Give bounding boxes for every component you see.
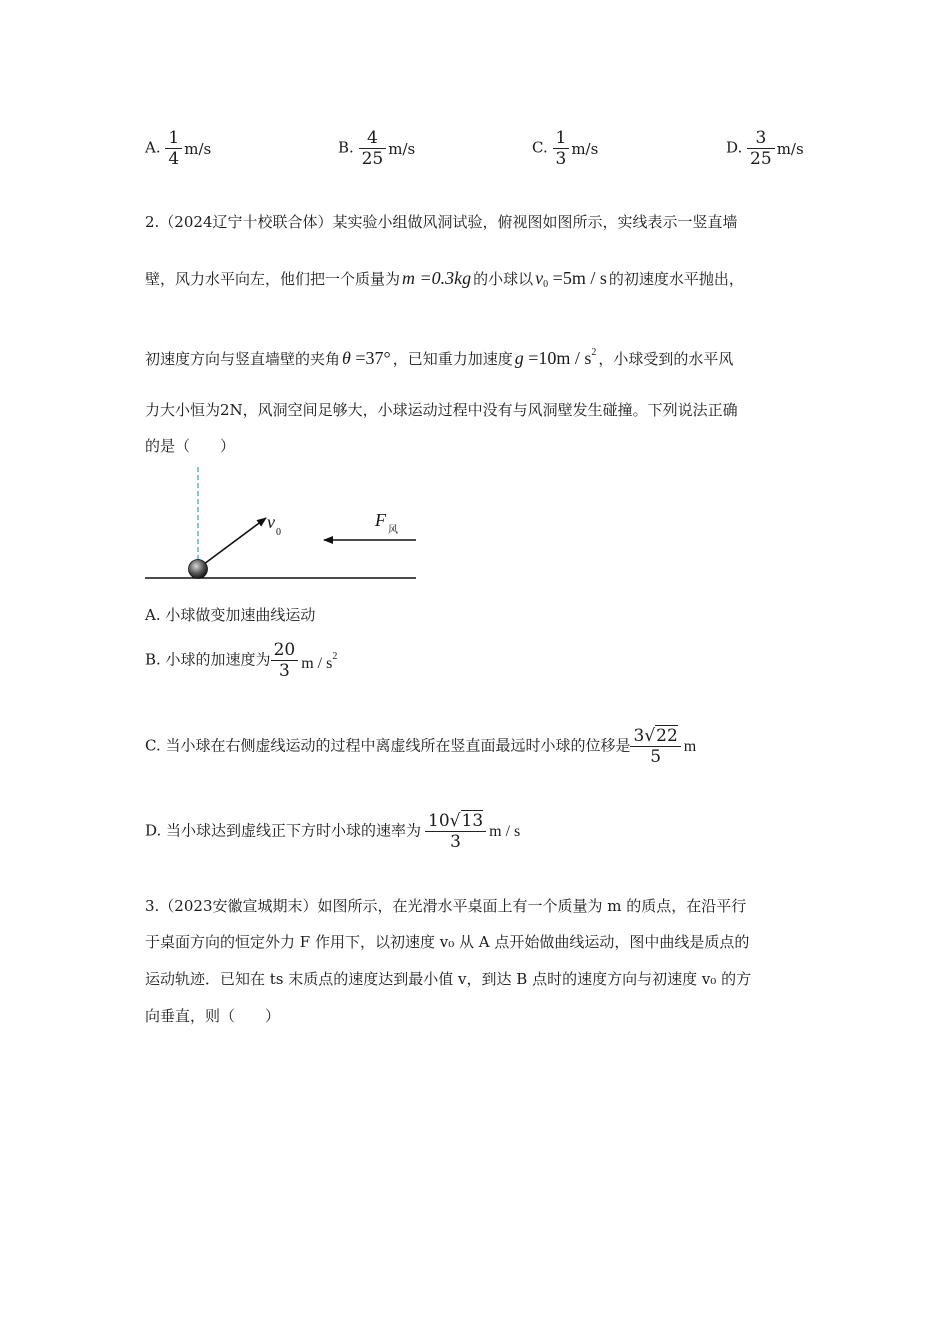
fraction: $\frac{3}{25}$ xyxy=(747,128,775,169)
ball xyxy=(189,560,208,579)
wind-tunnel-figure xyxy=(140,465,430,590)
fraction: $\frac{3√22}{5}$ xyxy=(630,726,680,767)
fraction: $\frac{1}{4}$ xyxy=(165,128,182,169)
v0-expression: $v_0 =5m / s$ xyxy=(535,268,607,290)
q2-line-2: 壁，风力水平向左，他们把一个质量为 m =0.3kg 的小球以 $v_0 =5m / s$ 的初速度水平抛出， xyxy=(145,268,744,290)
q2-line-4: 力大小恒为2N，风洞空间足够大，小球运动过程中没有与风洞壁发生碰撞。下列说法正确 xyxy=(145,401,738,419)
q1-option-a: A. $\frac{1}{4}$ m/s xyxy=(145,128,212,169)
q3-line-2: 于桌面方向的恒定外力 F 作用下，以初速度 v₀ 从 A 点开始做曲线运动，图中曲线是质点的 xyxy=(145,933,750,951)
F-label: F xyxy=(375,510,386,530)
q1-option-b: B. $\frac{4}{25}$ m/s xyxy=(338,128,416,169)
q2-line-5: 的是（ ） xyxy=(145,437,236,455)
q1-option-c: C. $\frac{1}{3}$ m/s xyxy=(532,128,599,169)
option-label: B. xyxy=(338,138,354,157)
q2-option-b: B. 小球的加速度为 $\frac{20}{3}$ m / $s^2$ xyxy=(145,640,338,681)
v0-label: v xyxy=(267,512,275,532)
q3-line-3: 运动轨迹．已知在 ts 末质点的速度达到最小值 v，到达 B 点时的速度方向与初速度 v₀ 的方 xyxy=(145,970,752,988)
option-label: D. xyxy=(726,138,743,157)
fraction: $\frac{4}{25}$ xyxy=(359,128,387,169)
fraction: $\frac{20}{3}$ xyxy=(271,640,299,681)
q2-option-d: D. 当小球达到虚线正下方时小球的速率为 $\frac{10√13}{3}$ m / s xyxy=(145,811,521,852)
mass-expression: m =0.3kg xyxy=(402,268,472,288)
v0-arrow xyxy=(200,518,266,567)
g-expression: $g =10m / s^2$ xyxy=(514,347,597,368)
q2-line-1: 2.（2024辽宁十校联合体）某实验小组做风洞试验，俯视图如图所示，实线表示一竖直墙 xyxy=(145,213,738,231)
v0-subscript: 0 xyxy=(276,527,281,538)
option-label: C. xyxy=(532,138,548,157)
fraction: $\frac{1}{3}$ xyxy=(553,128,570,169)
fraction: $\frac{10√13}{3}$ xyxy=(425,811,486,852)
q3-line-1: 3.（2023安徽宣城期末）如图所示，在光滑水平桌面上有一个质量为 m 的质点，在沿平行 xyxy=(145,897,747,915)
q1-option-d: D. $\frac{3}{25}$ m/s xyxy=(726,128,804,169)
F-subscript: 风 xyxy=(388,525,398,536)
q2-option-c: C. 当小球在右侧虚线运动的过程中离虚线所在竖直面最远时小球的位移是 $\frac{3√22}{5}$ m xyxy=(145,726,697,767)
q3-line-4: 向垂直，则（ ） xyxy=(145,1007,281,1025)
q2-option-a: A. 小球做变加速曲线运动 xyxy=(145,606,316,624)
q2-line-3: 初速度方向与竖直墙壁的夹角 θ =37° ，已知重力加速度 $g =10m / s^2$ ，小球受到的水平风 xyxy=(145,347,734,368)
option-label: A. xyxy=(145,138,161,157)
theta-expression: θ =37° xyxy=(342,348,391,368)
